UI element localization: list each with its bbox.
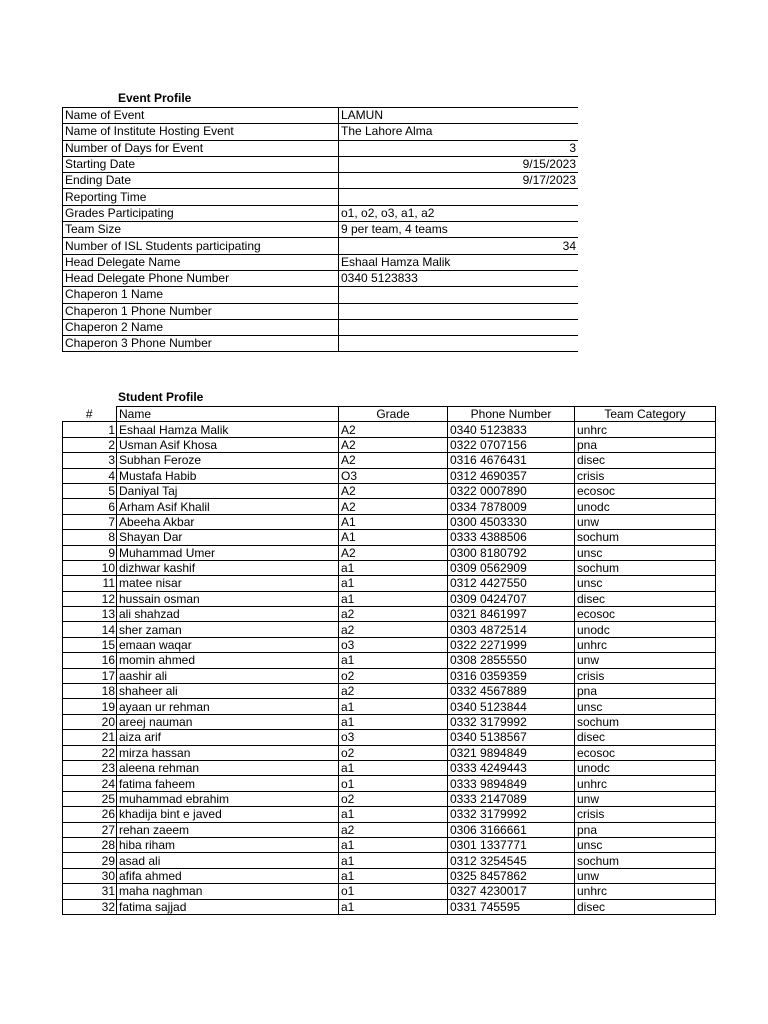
event-row <box>63 205 579 221</box>
student-phone: 0333 4388506 <box>448 530 575 545</box>
student-phone: 0312 4427550 <box>448 576 575 591</box>
event-field-label: Team Size <box>63 222 339 238</box>
student-grade: o2 <box>339 668 448 683</box>
table-row <box>63 591 716 606</box>
student-phone: 0309 0424707 <box>448 591 575 606</box>
student-grade: o1 <box>339 776 448 791</box>
table-row <box>63 760 716 775</box>
table-row <box>63 468 716 483</box>
student-grade: o3 <box>339 637 448 652</box>
event-field-value: The Lahore Alma <box>339 124 579 140</box>
student-profile-title: Student Profile <box>118 390 204 404</box>
student-grade: a1 <box>339 714 448 729</box>
event-field-label: Grades Participating <box>63 205 339 221</box>
table-row <box>63 514 716 529</box>
event-field-label: Head Delegate Name <box>63 254 339 270</box>
student-grade: a1 <box>339 760 448 775</box>
student-phone: 0333 2147089 <box>448 791 575 806</box>
student-team-category: sochum <box>575 530 716 545</box>
table-row <box>63 499 716 514</box>
event-field-label: Head Delegate Phone Number <box>63 270 339 286</box>
student-name: hussain osman <box>117 591 339 606</box>
event-field-value: 9/15/2023 <box>339 156 579 172</box>
student-team-category: crisis <box>575 807 716 822</box>
event-row <box>63 336 579 352</box>
student-phone: 0332 3179992 <box>448 807 575 822</box>
student-team-category: unhrc <box>575 422 716 437</box>
event-row <box>63 108 579 124</box>
header-team-category: Team Category <box>575 407 716 422</box>
student-grade: a1 <box>339 653 448 668</box>
table-row <box>63 530 716 545</box>
event-field-label: Name of Institute Hosting Event <box>63 124 339 140</box>
event-field-value <box>339 319 579 335</box>
student-number: 11 <box>63 576 117 591</box>
event-field-value: 0340 5123833 <box>339 270 579 286</box>
header-name: Name <box>117 407 339 422</box>
table-row <box>63 560 716 575</box>
student-number: 32 <box>63 899 117 914</box>
header-number: # <box>85 406 93 421</box>
student-name: Subhan Feroze <box>117 453 339 468</box>
event-field-value <box>339 303 579 319</box>
student-name: fatima sajjad <box>117 899 339 914</box>
student-number: 27 <box>63 822 117 837</box>
student-grade: a2 <box>339 684 448 699</box>
student-grade: o1 <box>339 884 448 899</box>
student-grade: A2 <box>339 499 448 514</box>
event-field-label: Name of Event <box>63 108 339 124</box>
event-field-label: Number of Days for Event <box>63 140 339 156</box>
student-phone: 0325 8457862 <box>448 868 575 883</box>
event-field-value <box>339 336 579 352</box>
student-grade: o3 <box>339 730 448 745</box>
student-number: 7 <box>63 514 117 529</box>
table-row <box>63 822 716 837</box>
student-name: Arham Asif Khalil <box>117 499 339 514</box>
student-grade: a2 <box>339 822 448 837</box>
table-row <box>63 453 716 468</box>
student-number: 12 <box>63 591 117 606</box>
student-team-category: unw <box>575 868 716 883</box>
student-name: Eshaal Hamza Malik <box>117 422 339 437</box>
student-number: 14 <box>63 622 117 637</box>
student-team-category: disec <box>575 453 716 468</box>
student-name: rehan zaeem <box>117 822 339 837</box>
student-phone: 0301 1337771 <box>448 837 575 852</box>
student-name: dizhwar kashif <box>117 560 339 575</box>
header-phone: Phone Number <box>448 407 575 422</box>
event-field-label: Number of ISL Students participating <box>63 238 339 254</box>
student-number: 8 <box>63 530 117 545</box>
student-number: 29 <box>63 853 117 868</box>
event-field-value: o1, o2, o3, a1, a2 <box>339 205 579 221</box>
student-grade: o2 <box>339 745 448 760</box>
event-row <box>63 319 579 335</box>
student-phone: 0322 0007890 <box>448 483 575 498</box>
student-phone: 0300 8180792 <box>448 545 575 560</box>
student-phone: 0312 4690357 <box>448 468 575 483</box>
student-phone: 0316 0359359 <box>448 668 575 683</box>
table-row <box>63 422 716 437</box>
student-team-category: disec <box>575 591 716 606</box>
event-row <box>63 189 579 205</box>
student-phone: 0303 4872514 <box>448 622 575 637</box>
student-grade: a1 <box>339 868 448 883</box>
student-number: 19 <box>63 699 117 714</box>
student-team-category: unhrc <box>575 776 716 791</box>
student-phone: 0340 5123833 <box>448 422 575 437</box>
student-name: Abeeha Akbar <box>117 514 339 529</box>
table-row <box>63 437 716 452</box>
student-number: 3 <box>63 453 117 468</box>
table-row <box>63 607 716 622</box>
event-field-value: 34 <box>339 238 579 254</box>
event-row <box>63 124 579 140</box>
student-phone: 0334 7878009 <box>448 499 575 514</box>
student-phone: 0332 3179992 <box>448 714 575 729</box>
student-name: matee nisar <box>117 576 339 591</box>
table-row <box>63 837 716 852</box>
student-number: 9 <box>63 545 117 560</box>
student-phone: 0340 5138567 <box>448 730 575 745</box>
student-number: 18 <box>63 684 117 699</box>
event-row <box>63 254 579 270</box>
student-team-category: ecosoc <box>575 483 716 498</box>
student-name: aleena rehman <box>117 760 339 775</box>
event-field-value: 3 <box>339 140 579 156</box>
event-field-value <box>339 287 579 303</box>
student-phone: 0322 0707156 <box>448 437 575 452</box>
student-number: 5 <box>63 483 117 498</box>
event-field-label: Ending Date <box>63 173 339 189</box>
event-profile-table <box>62 107 578 352</box>
student-name: fatima faheem <box>117 776 339 791</box>
student-team-category: crisis <box>575 468 716 483</box>
student-number: 17 <box>63 668 117 683</box>
student-team-category: disec <box>575 899 716 914</box>
event-field-label: Starting Date <box>63 156 339 172</box>
student-team-category: crisis <box>575 668 716 683</box>
student-team-category: unhrc <box>575 884 716 899</box>
table-row <box>63 730 716 745</box>
student-number: 21 <box>63 730 117 745</box>
student-phone: 0321 9894849 <box>448 745 575 760</box>
student-team-category: ecosoc <box>575 745 716 760</box>
header-grade: Grade <box>339 407 448 422</box>
student-name: khadija bint e javed <box>117 807 339 822</box>
event-field-value <box>339 189 579 205</box>
table-row <box>63 653 716 668</box>
student-phone: 0333 9894849 <box>448 776 575 791</box>
student-grade: A2 <box>339 437 448 452</box>
event-row <box>63 140 579 156</box>
student-name: Usman Asif Khosa <box>117 437 339 452</box>
student-name: maha naghman <box>117 884 339 899</box>
event-row <box>63 270 579 286</box>
event-row <box>63 303 579 319</box>
student-number: 23 <box>63 760 117 775</box>
student-name: hiba riham <box>117 837 339 852</box>
table-row <box>63 622 716 637</box>
student-number: 22 <box>63 745 117 760</box>
student-number: 16 <box>63 653 117 668</box>
student-team-category: unodc <box>575 499 716 514</box>
student-grade: a1 <box>339 591 448 606</box>
table-row <box>63 483 716 498</box>
student-team-category: pna <box>575 437 716 452</box>
event-row <box>63 173 579 189</box>
student-name: Mustafa Habib <box>117 468 339 483</box>
student-phone: 0333 4249443 <box>448 760 575 775</box>
event-row <box>63 287 579 303</box>
student-team-category: unw <box>575 653 716 668</box>
student-grade: O3 <box>339 468 448 483</box>
student-number: 10 <box>63 560 117 575</box>
student-name: Muhammad Umer <box>117 545 339 560</box>
event-field-label: Reporting Time <box>63 189 339 205</box>
student-number: 25 <box>63 791 117 806</box>
student-grade: a1 <box>339 899 448 914</box>
student-number: 4 <box>63 468 117 483</box>
student-name: sher zaman <box>117 622 339 637</box>
event-field-label: Chaperon 1 Name <box>63 287 339 303</box>
student-phone: 0340 5123844 <box>448 699 575 714</box>
student-number: 30 <box>63 868 117 883</box>
event-profile-title: Event Profile <box>118 91 192 105</box>
table-row <box>63 699 716 714</box>
table-row <box>63 576 716 591</box>
student-team-category: sochum <box>575 853 716 868</box>
student-grade: a1 <box>339 576 448 591</box>
event-row <box>63 222 579 238</box>
student-phone: 0309 0562909 <box>448 560 575 575</box>
student-name: muhammad ebrahim <box>117 791 339 806</box>
student-team-category: unw <box>575 514 716 529</box>
student-team-category: unw <box>575 791 716 806</box>
student-number: 1 <box>63 422 117 437</box>
table-row <box>63 745 716 760</box>
student-grade: a1 <box>339 807 448 822</box>
student-team-category: unsc <box>575 837 716 852</box>
table-row <box>63 637 716 652</box>
student-grade: a2 <box>339 622 448 637</box>
student-grade: A1 <box>339 530 448 545</box>
table-row <box>63 899 716 914</box>
student-name: momin ahmed <box>117 653 339 668</box>
student-grade: A2 <box>339 422 448 437</box>
table-row <box>63 714 716 729</box>
student-team-category: unsc <box>575 699 716 714</box>
event-field-label: Chaperon 1 Phone Number <box>63 303 339 319</box>
student-phone: 0312 3254545 <box>448 853 575 868</box>
student-team-category: unodc <box>575 622 716 637</box>
table-row <box>63 791 716 806</box>
student-grade: a1 <box>339 699 448 714</box>
student-grade: a2 <box>339 607 448 622</box>
table-row <box>63 545 716 560</box>
student-number: 13 <box>63 607 117 622</box>
student-grade: a1 <box>339 560 448 575</box>
student-team-category: unsc <box>575 576 716 591</box>
student-name: ali shahzad <box>117 607 339 622</box>
student-team-category: sochum <box>575 714 716 729</box>
table-row <box>63 868 716 883</box>
student-phone: 0316 4676431 <box>448 453 575 468</box>
student-team-category: unsc <box>575 545 716 560</box>
student-grade: a1 <box>339 853 448 868</box>
student-profile-table <box>62 406 716 915</box>
student-grade: A1 <box>339 514 448 529</box>
event-row <box>63 156 579 172</box>
student-name: shaheer ali <box>117 684 339 699</box>
student-number: 24 <box>63 776 117 791</box>
student-name: areej nauman <box>117 714 339 729</box>
student-number: 15 <box>63 637 117 652</box>
student-number: 6 <box>63 499 117 514</box>
student-name: aashir ali <box>117 668 339 683</box>
student-number: 2 <box>63 437 117 452</box>
student-team-category: pna <box>575 822 716 837</box>
student-team-category: pna <box>575 684 716 699</box>
student-team-category: unhrc <box>575 637 716 652</box>
event-field-value: 9/17/2023 <box>339 173 579 189</box>
student-grade: A2 <box>339 545 448 560</box>
student-number: 20 <box>63 714 117 729</box>
event-field-label: Chaperon 2 Name <box>63 319 339 335</box>
student-grade: o2 <box>339 791 448 806</box>
student-team-category: sochum <box>575 560 716 575</box>
event-row <box>63 238 579 254</box>
student-phone: 0327 4230017 <box>448 884 575 899</box>
student-phone: 0332 4567889 <box>448 684 575 699</box>
student-header-row <box>63 407 716 422</box>
student-name: asad ali <box>117 853 339 868</box>
student-team-category: unodc <box>575 760 716 775</box>
student-grade: A2 <box>339 483 448 498</box>
student-name: Daniyal Taj <box>117 483 339 498</box>
student-name: ayaan ur rehman <box>117 699 339 714</box>
student-name: emaan waqar <box>117 637 339 652</box>
student-team-category: disec <box>575 730 716 745</box>
student-name: afifa ahmed <box>117 868 339 883</box>
table-row <box>63 853 716 868</box>
student-name: mirza hassan <box>117 745 339 760</box>
table-row <box>63 776 716 791</box>
student-phone: 0322 2271999 <box>448 637 575 652</box>
student-phone: 0300 4503330 <box>448 514 575 529</box>
event-field-value: 9 per team, 4 teams <box>339 222 579 238</box>
student-name: Shayan Dar <box>117 530 339 545</box>
event-field-value: LAMUN <box>339 108 579 124</box>
table-row <box>63 684 716 699</box>
student-phone: 0306 3166661 <box>448 822 575 837</box>
event-field-value: Eshaal Hamza Malik <box>339 254 579 270</box>
student-number: 31 <box>63 884 117 899</box>
student-grade: A2 <box>339 453 448 468</box>
table-row <box>63 668 716 683</box>
student-team-category: ecosoc <box>575 607 716 622</box>
table-row <box>63 884 716 899</box>
student-number: 26 <box>63 807 117 822</box>
student-phone: 0321 8461997 <box>448 607 575 622</box>
student-grade: a1 <box>339 837 448 852</box>
student-phone: 0308 2855550 <box>448 653 575 668</box>
student-number: 28 <box>63 837 117 852</box>
table-row <box>63 807 716 822</box>
student-phone: 0331 745595 <box>448 899 575 914</box>
event-field-label: Chaperon 3 Phone Number <box>63 336 339 352</box>
student-name: aiza arif <box>117 730 339 745</box>
